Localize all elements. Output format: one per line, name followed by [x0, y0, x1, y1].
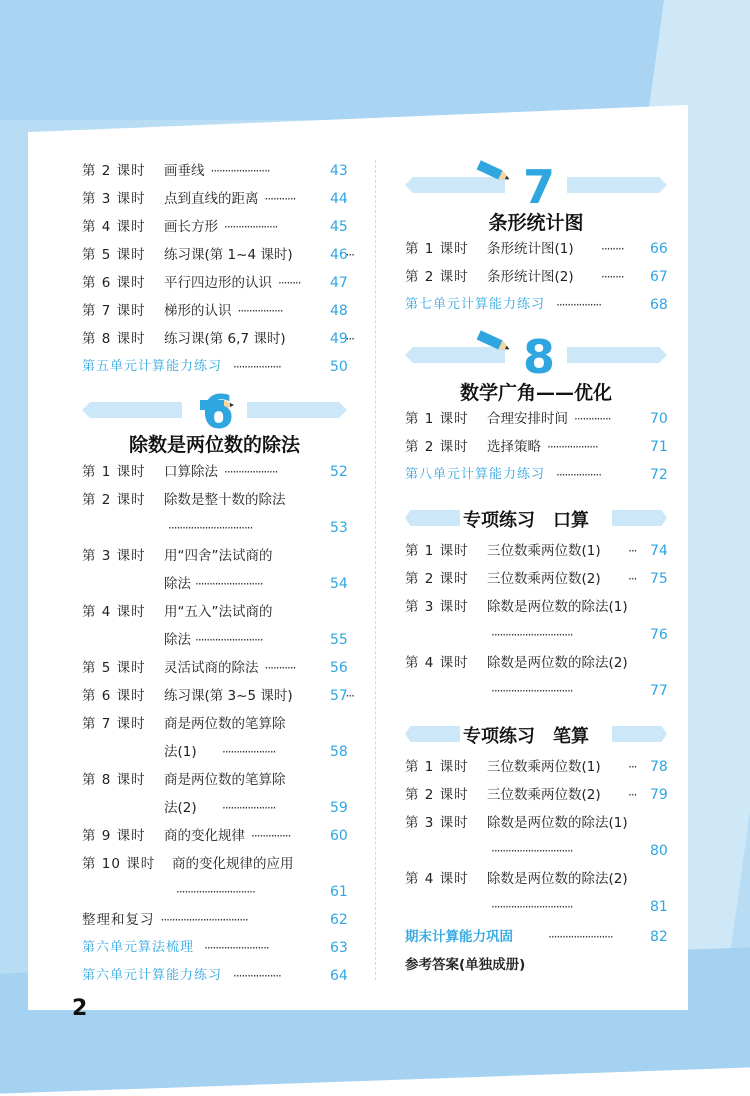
leader-dots: ··················· — [222, 801, 276, 815]
ribbon — [567, 177, 667, 193]
topic-label: 除数是整十数的除法 — [164, 492, 286, 508]
page-ref: 78 — [650, 759, 668, 775]
ribbon — [405, 510, 460, 526]
page-ref: 71 — [650, 439, 668, 455]
lesson-label: 第 3 课时 — [405, 599, 469, 615]
page-ref: 70 — [650, 411, 668, 427]
page-ref: 53 — [330, 520, 348, 536]
topic-label: 除数是两位数的除法(1) — [487, 599, 628, 615]
answers-label: 参考答案(单独成册) — [405, 957, 526, 973]
lesson-label: 第 4 课时 — [405, 871, 469, 887]
unit6-banner — [82, 385, 347, 439]
lesson-label: 第 1 课时 — [82, 464, 146, 480]
leader-dots: ··········· — [264, 661, 296, 675]
leader-dots: ··········· — [264, 192, 296, 206]
page-ref: 55 — [330, 632, 348, 648]
section-title: 专项练习 口算 — [463, 510, 589, 531]
leader-dots: ······························ — [168, 521, 253, 535]
topic-label: 商是两位数的笔算除 — [164, 772, 286, 788]
written-section-header — [405, 722, 667, 746]
topic-label: 法(1) — [164, 744, 197, 760]
topic-label: 画垂线 — [164, 163, 205, 179]
page-ref: 56 — [330, 660, 348, 676]
page-ref: 75 — [650, 571, 668, 587]
ribbon — [247, 402, 347, 418]
ribbon — [612, 726, 667, 742]
page-ref: 45 — [330, 219, 348, 235]
final-review-label: 期末计算能力巩固 — [405, 929, 513, 945]
leader-dots: ························ — [195, 577, 263, 591]
leader-dots: ····························· — [491, 900, 573, 914]
leader-dots: ·············· — [251, 829, 291, 843]
topic-label: 三位数乘两位数(2) — [487, 571, 601, 587]
leader-dots: ················ — [556, 468, 602, 482]
leader-dots: ············· — [574, 412, 611, 426]
ribbon — [612, 510, 667, 526]
page-ref: 44 — [330, 191, 348, 207]
lesson-label: 整理和复习 — [82, 912, 155, 928]
page-ref: 59 — [330, 800, 348, 816]
lesson-label: 第 10 课时 — [82, 856, 156, 872]
leader-dots: ················ — [556, 298, 602, 312]
topic-label: 练习课(第 6,7 课时) — [164, 331, 286, 347]
topic-label: 用“四舍”法试商的 — [164, 548, 273, 564]
page-ref: 58 — [330, 744, 348, 760]
leader-dots: ····························· — [491, 844, 573, 858]
topic-label: 商是两位数的笔算除 — [164, 716, 286, 732]
lesson-label: 第 6 课时 — [82, 688, 146, 704]
lesson-label: 第 2 课时 — [405, 269, 469, 285]
leader-dots: ········ — [601, 242, 624, 256]
page-ref: 68 — [650, 297, 668, 313]
lesson-label: 第 6 课时 — [82, 275, 146, 291]
page-number: 2 — [72, 996, 88, 1021]
unit-number: 6 — [202, 385, 235, 439]
page-ref: 64 — [330, 968, 348, 984]
leader-dots: ···························· — [176, 885, 255, 899]
topic-label: 法(2) — [164, 800, 197, 816]
lesson-label: 第 8 课时 — [82, 772, 146, 788]
lesson-label: 第 5 课时 — [82, 247, 146, 263]
background-band — [0, 0, 750, 120]
lesson-label: 第 1 课时 — [405, 759, 469, 775]
page-ref: 82 — [650, 929, 668, 945]
page-ref: 66 — [650, 241, 668, 257]
column-divider — [375, 160, 376, 980]
page-ref: 67 — [650, 269, 668, 285]
topic-label: 用“五入”法试商的 — [164, 604, 273, 620]
unit7-banner — [405, 160, 667, 214]
page-ref: 60 — [330, 828, 348, 844]
page-ref: 79 — [650, 787, 668, 803]
topic-label: 灵活试商的除法 — [164, 660, 259, 676]
oral-section-header — [405, 506, 667, 530]
lesson-label: 第五单元计算能力练习 — [82, 359, 223, 374]
leader-dots: ····························· — [491, 684, 573, 698]
leader-dots: ··················· — [224, 465, 278, 479]
page-ref: 72 — [650, 467, 668, 483]
unit6-title: 除数是两位数的除法 — [128, 434, 300, 456]
topic-label: 除数是两位数的除法(2) — [487, 655, 628, 671]
page-ref: 62 — [330, 912, 348, 928]
page-ref: 54 — [330, 576, 348, 592]
lesson-label: 第 1 课时 — [405, 411, 469, 427]
lesson-label: 第 3 课时 — [82, 548, 146, 564]
topic-label: 条形统计图(2) — [487, 269, 574, 285]
topic-label: 练习课(第 1~4 课时) — [164, 247, 293, 263]
leader-dots: ······················· — [548, 930, 613, 944]
topic-label: 三位数乘两位数(1) — [487, 543, 601, 559]
topic-label: 除法 — [164, 576, 191, 592]
leader-dots: ················· — [233, 969, 281, 983]
leader-dots: ························ — [195, 633, 263, 647]
lesson-label: 第 7 课时 — [82, 716, 146, 732]
leader-dots: ··· — [628, 544, 637, 558]
leader-dots: ··················· — [222, 745, 276, 759]
leader-dots: ··· — [345, 689, 354, 703]
topic-label: 商的变化规律 — [164, 828, 245, 844]
topic-label: 点到直线的距离 — [164, 191, 259, 207]
lesson-label: 第 5 课时 — [82, 660, 146, 676]
leader-dots: ··· — [628, 760, 637, 774]
page-ref: 57 — [330, 688, 348, 704]
leader-dots: ··· — [628, 572, 637, 586]
topic-label: 除数是两位数的除法(1) — [487, 815, 628, 831]
page-ref: 50 — [330, 359, 348, 375]
page-ref: 61 — [330, 884, 348, 900]
lesson-label: 第六单元算法梳理 — [82, 940, 195, 955]
lesson-label: 第 2 课时 — [405, 787, 469, 803]
topic-label: 口算除法 — [164, 464, 218, 480]
lesson-label: 第七单元计算能力练习 — [405, 297, 546, 312]
topic-label: 商的变化规律的应用 — [172, 856, 294, 872]
ribbon — [82, 402, 182, 418]
page-ref: 81 — [650, 899, 668, 915]
topic-label: 除数是两位数的除法(2) — [487, 871, 628, 887]
page-ref: 52 — [330, 464, 348, 480]
page-ref: 43 — [330, 163, 348, 179]
page-ref: 63 — [330, 940, 348, 956]
topic-label: 平行四边形的认识 — [164, 275, 272, 291]
unit8-title: 数学广角——优化 — [459, 382, 612, 404]
unit7-title: 条形统计图 — [488, 212, 584, 234]
topic-label: 选择策略 — [487, 439, 541, 455]
page-ref: 49 — [330, 331, 348, 347]
leader-dots: ················ — [237, 304, 283, 318]
leader-dots: ········ — [278, 276, 301, 290]
leader-dots: ····························· — [491, 628, 573, 642]
leader-dots: ······························· — [160, 913, 248, 927]
topic-label: 三位数乘两位数(1) — [487, 759, 601, 775]
leader-dots: ·················· — [547, 440, 598, 454]
leader-dots: ··· — [345, 332, 354, 346]
lesson-label: 第 4 课时 — [82, 219, 146, 235]
unit-number: 7 — [523, 160, 556, 214]
ribbon — [567, 347, 667, 363]
lesson-label: 第 2 课时 — [82, 492, 146, 508]
page-ref: 74 — [650, 543, 668, 559]
unit8-banner — [405, 330, 667, 384]
leader-dots: ········ — [601, 270, 624, 284]
leader-dots: ······················· — [204, 941, 269, 955]
unit-number: 8 — [523, 330, 556, 384]
lesson-label: 第 8 课时 — [82, 331, 146, 347]
lesson-label: 第 3 课时 — [405, 815, 469, 831]
lesson-label: 第 1 课时 — [405, 543, 469, 559]
lesson-label: 第 4 课时 — [405, 655, 469, 671]
topic-label: 练习课(第 3~5 课时) — [164, 688, 293, 704]
section-title: 专项练习 笔算 — [463, 726, 589, 747]
topic-label: 画长方形 — [164, 219, 218, 235]
leader-dots: ··· — [345, 248, 354, 262]
page-ref: 48 — [330, 303, 348, 319]
page-ref: 77 — [650, 683, 668, 699]
ribbon — [405, 726, 460, 742]
page-ref: 76 — [650, 627, 668, 643]
leader-dots: ··················· — [224, 220, 278, 234]
lesson-label: 第 4 课时 — [82, 604, 146, 620]
lesson-label: 第 2 课时 — [405, 439, 469, 455]
lesson-label: 第 3 课时 — [82, 191, 146, 207]
topic-label: 梯形的认识 — [164, 303, 232, 319]
lesson-label: 第 1 课时 — [405, 241, 469, 257]
page-ref: 46 — [330, 247, 348, 263]
topic-label: 除法 — [164, 632, 191, 648]
leader-dots: ····················· — [210, 164, 270, 178]
leader-dots: ··· — [628, 788, 637, 802]
lesson-label: 第六单元计算能力练习 — [82, 968, 223, 983]
topic-label: 三位数乘两位数(2) — [487, 787, 601, 803]
page-ref: 47 — [330, 275, 348, 291]
lesson-label: 第 2 课时 — [82, 163, 146, 179]
topic-label: 合理安排时间 — [487, 411, 568, 427]
lesson-label: 第八单元计算能力练习 — [405, 467, 546, 482]
lesson-label: 第 9 课时 — [82, 828, 146, 844]
lesson-label: 第 7 课时 — [82, 303, 146, 319]
page-ref: 80 — [650, 843, 668, 859]
topic-label: 条形统计图(1) — [487, 241, 574, 257]
leader-dots: ················· — [233, 360, 281, 374]
lesson-label: 第 2 课时 — [405, 571, 469, 587]
